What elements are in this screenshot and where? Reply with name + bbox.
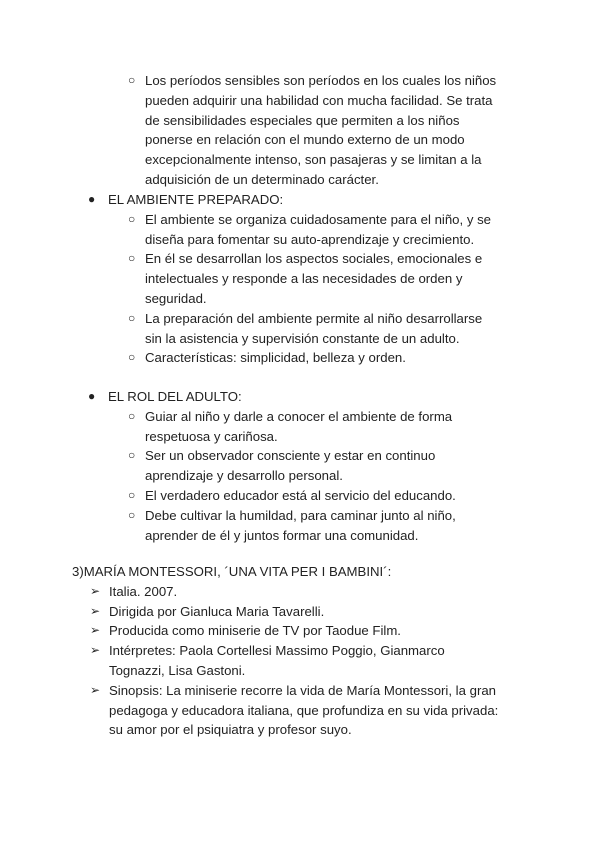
- text-line: EL ROL DEL ADULTO:: [108, 389, 242, 404]
- text-line: diseña para fomentar su auto-aprendizaje y crecimiento.: [145, 231, 475, 247]
- circle-bullet-icon: ○: [128, 310, 136, 325]
- text-line: su amor por el psiquiatra y profesor suyo.: [109, 722, 352, 738]
- arrow-bullet-icon: ➢: [90, 643, 101, 658]
- circle-bullet-icon: ○: [128, 507, 136, 522]
- circle-bullet-icon: ○: [128, 251, 136, 266]
- disc-bullet-icon: ●: [88, 192, 96, 206]
- circle-bullet-icon: ○: [128, 488, 136, 502]
- text-line: Sinopsis: La miniserie recorre la vida de María Montessori, la gran: [109, 682, 497, 698]
- text-line: La preparación del ambiente permite al niño desarrollarse: [145, 310, 483, 326]
- arrow-bullet-icon: ➢: [90, 603, 101, 618]
- text-line: Guiar al niño y darle a conocer el ambiente de forma: [145, 408, 453, 424]
- arrow-bullet-icon: ➢: [90, 623, 101, 638]
- text-line: aprender de él y juntos formar una comunidad.: [145, 527, 419, 543]
- text-line: 3)MARÍA MONTESSORI, ´UNA VITA PER I BAMBINI´:: [72, 564, 392, 579]
- arrow-bullet-icon: ➢: [90, 682, 101, 697]
- text-line: seguridad.: [145, 291, 207, 306]
- text-line: aprendizaje y desarrollo personal.: [145, 468, 343, 484]
- arrow-bullet-icon: ➢: [90, 583, 101, 598]
- text-line: ponerse en relación con el mundo externo de un modo: [145, 132, 465, 148]
- circle-bullet-icon: ○: [128, 211, 136, 226]
- text-line: sin la asistencia y supervisión constante de un adulto.: [145, 330, 460, 346]
- text-line: pueden adquirir una habilidad con mucha facilidad. Se trata: [145, 92, 493, 108]
- text-line: excepcionalmente intenso, son pasajeras y se limitan a la: [145, 152, 482, 168]
- circle-bullet-icon: ○: [128, 73, 136, 87]
- circle-bullet-icon: ○: [128, 350, 136, 365]
- text-line: Dirigida por Gianluca Maria Tavarelli.: [109, 603, 325, 619]
- text-line: Producida como miniserie de TV por Taodue Film.: [109, 623, 401, 639]
- text-line: El ambiente se organiza cuidadosamente para el niño, y se: [145, 211, 492, 227]
- text-line: pedagoga y educadora italiana, que profundiza en su vida privada:: [109, 702, 499, 718]
- circle-bullet-icon: ○: [128, 448, 136, 463]
- text-line: En él se desarrollan los aspectos sociales, emocionales e: [145, 251, 483, 267]
- disc-bullet-icon: ●: [88, 389, 96, 403]
- text-line: adquisición de un determinado carácter.: [145, 172, 379, 187]
- text-line: intelectuales y responde a las necesidades de orden y: [145, 271, 463, 287]
- text-line: Ser un observador consciente y estar en continuo: [145, 448, 436, 464]
- text-line: Los períodos sensibles son períodos en los cuales los niños: [145, 73, 497, 88]
- text-line: de sensibilidades especiales que permiten a los niños: [145, 112, 460, 128]
- text-line: Italia. 2007.: [109, 583, 178, 599]
- circle-bullet-icon: ○: [128, 408, 136, 423]
- text-line: Debe cultivar la humildad, para caminar junto al niño,: [145, 507, 456, 523]
- text-line: Intérpretes: Paola Cortellesi Massimo Poggio, Gianmarco: [109, 643, 445, 659]
- text-line: El verdadero educador está al servicio del educando.: [145, 488, 456, 503]
- text-line: Características: simplicidad, belleza y orden.: [145, 350, 406, 366]
- text-line: respetuosa y cariñosa.: [145, 428, 278, 444]
- text-line: Tognazzi, Lisa Gastoni.: [109, 663, 246, 678]
- text-line: EL AMBIENTE PREPARADO:: [108, 192, 284, 207]
